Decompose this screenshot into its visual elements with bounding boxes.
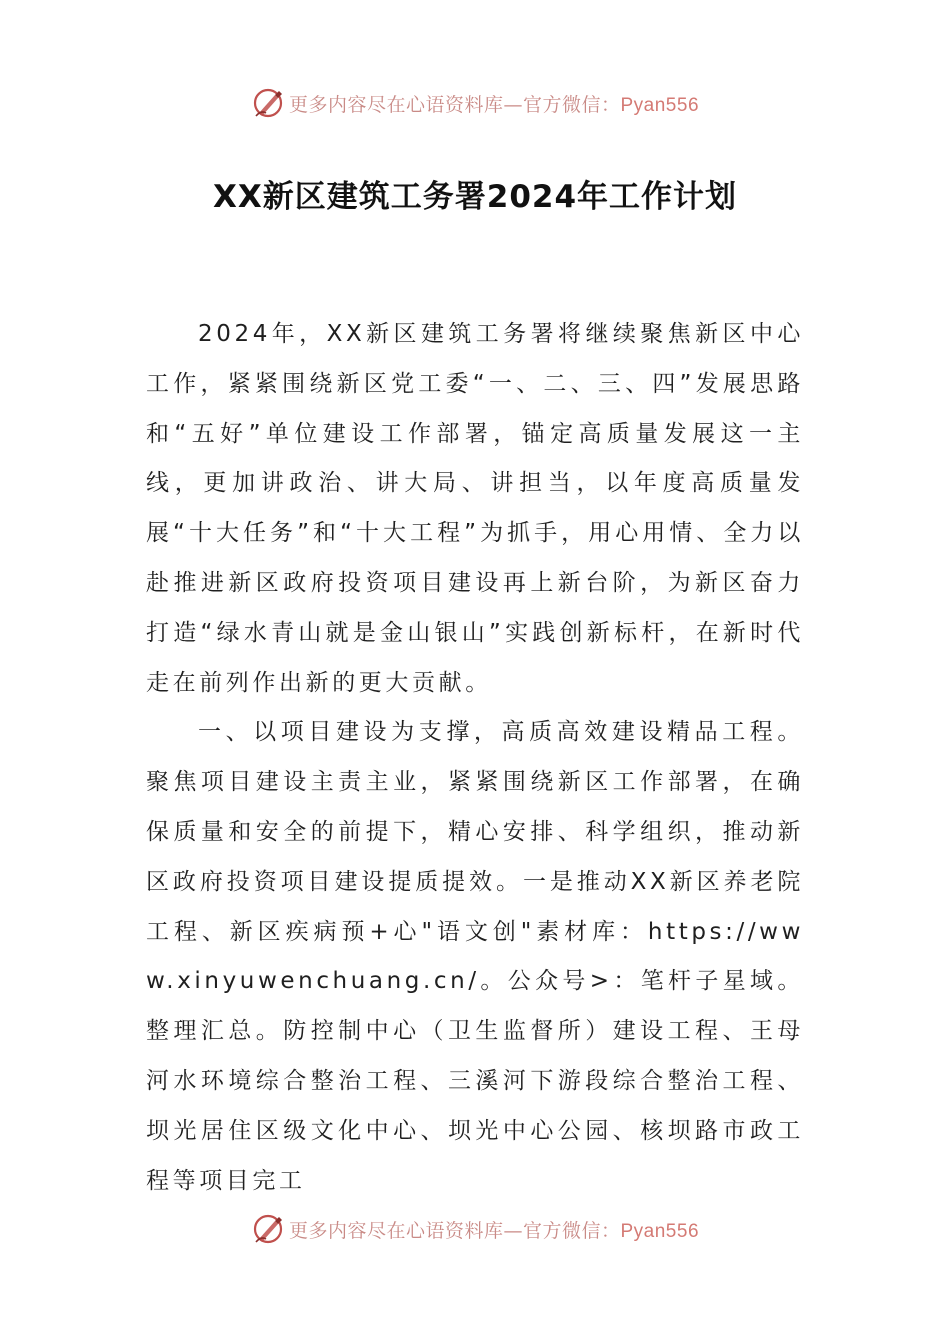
body-paragraph-section-1: 一、以项目建设为支撑，高质高效建设精品工程。聚焦项目建设主责主业，紧紧围绕新区工作部署，在确保质量和安全的前提下，精心安排、科学组织，推动新区政府投资项目建设提质提效。一是推动XX新区养老院工程、新区疾病预+心"语文创"素材库：https://www.xinyuwenchuang.cn/。公众号>：笔杆子星域。整理汇总。防控制中心（卫生监督所）建设工程、王母河水环境综合整治工程、三溪河下游段综合整治工程、坝光居住区级文化中心、坝光中心公园、核坝路市政工程等项目完工 (146, 719, 804, 1194)
document-title: XX新区建筑工务署2024年工作计划 (212, 179, 738, 215)
wechat-id: Pyan556 (620, 94, 700, 116)
header-watermark-banner (0, 83, 950, 123)
document-body (146, 310, 804, 1206)
pen-logo-icon (251, 1212, 285, 1246)
body-paragraph-intro: 2024年，XX新区建筑工务署将继续聚焦新区中心工作，紧紧围绕新区党工委“一、二、三、四”发展思路和“五好”单位建设工作部署，锚定高质量发展这一主线，更加讲政治、讲大局、讲担当，以年度高质量发展“十大任务”和“十大工程”为抓手，用心用情、全力以赴推进新区政府投资项目建设再上新台阶，为新区奋力打造“绿水青山就是金山银山”实践创新标杆，在新时代走在前列作出新的更大贡献。 (146, 321, 804, 696)
footer-watermark-banner (0, 1209, 950, 1249)
pen-logo-icon (251, 86, 285, 120)
watermark-text (289, 1216, 699, 1243)
wechat-id: Pyan556 (620, 1220, 700, 1242)
watermark-label: 更多内容尽在心语资料库—官方微信： (288, 93, 621, 116)
watermark-text (289, 90, 699, 117)
watermark-label: 更多内容尽在心语资料库—官方微信： (288, 1219, 621, 1242)
